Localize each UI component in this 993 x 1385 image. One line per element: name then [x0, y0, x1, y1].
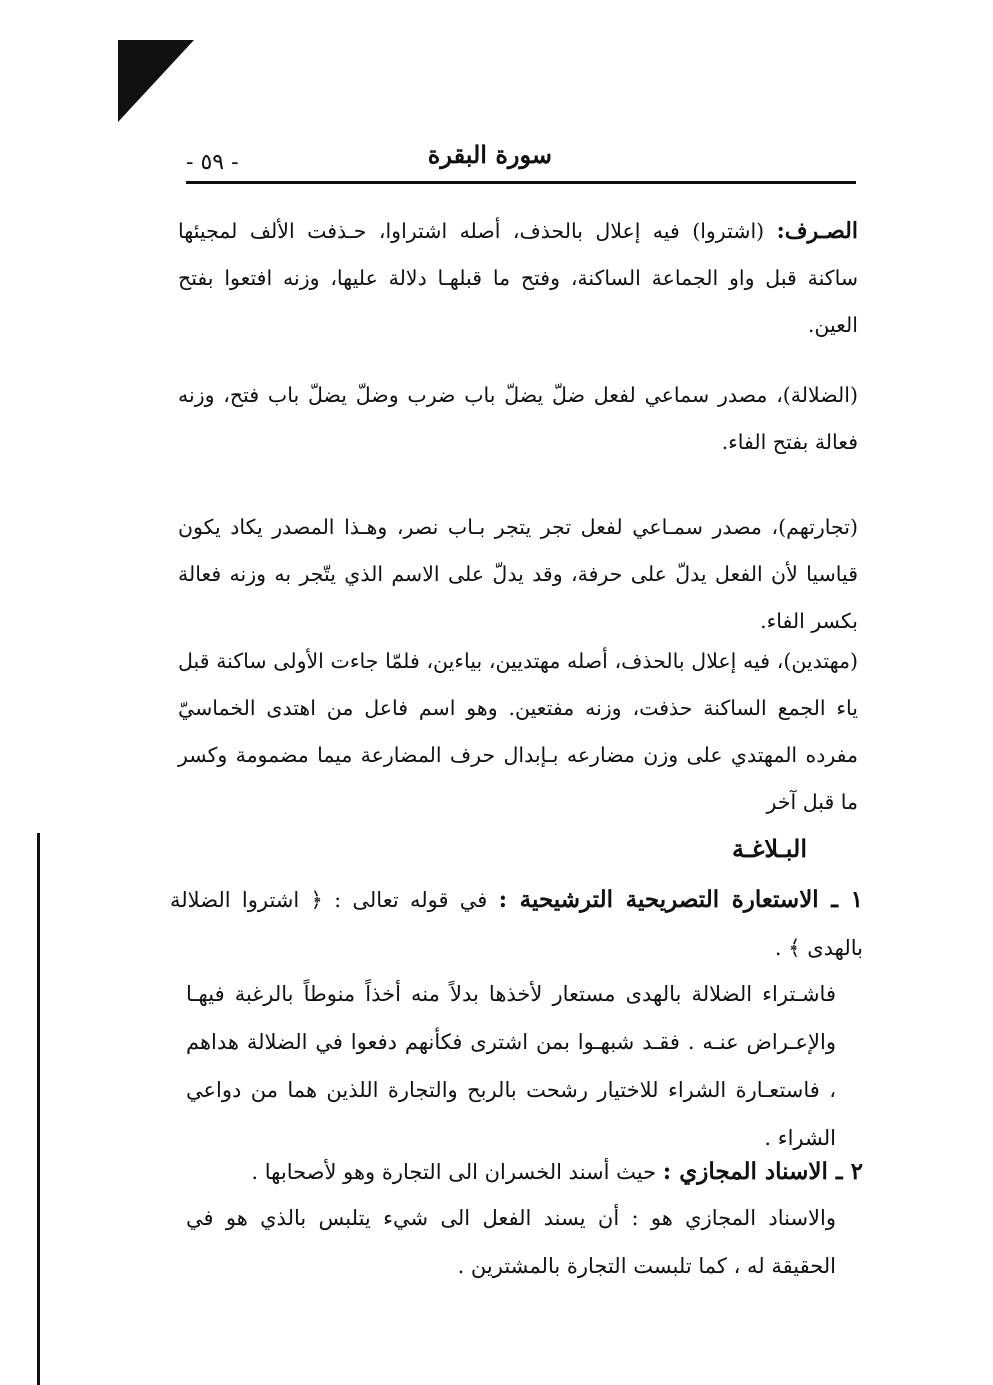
balagha-heading: البـلاغـة — [731, 834, 807, 863]
scan-margin-line — [37, 833, 40, 1385]
item-1-head: ١ ـ الاستعارة التصريحية الترشيحية : — [498, 886, 863, 913]
page-number: - ٥٩ - — [186, 150, 239, 175]
muhtadin-paragraph: (مهتدين)، فيه إعلال بالحذف، أصله مهتديين، بياءين، فلمّا جاءت الأولى ساكنة قبل ياء الجمع الساكنة حذفت، وزنه مفتعين. وهو اسم فاعل من اهتدى الخماسيّ مفرده المهتدي على وزن مضارعه بـإبدال حرف المضارعة ميما مضمومة وكسر ما قبل آخر — [178, 649, 858, 814]
sarf-paragraph — [178, 208, 858, 349]
page-header — [186, 140, 856, 182]
surah-title: سورة البقرة — [427, 140, 552, 169]
item-2-head: ٢ ـ الاسناد المجازي : — [662, 1158, 863, 1185]
item-1-text: في قوله تعالى : ﴿ اشتروا الضلالة بالهدى ﴾ . — [170, 888, 863, 960]
corner-triangle-mark — [118, 40, 198, 124]
tijara-paragraph: (تجارتهم)، مصدر سمـاعي لفعل تجر يتجر بـاب نصر، وهـذا المصدر يكاد يكون قياسيا لأن الفعل يدلّ على حرفة، وقد يدلّ على الاسم الذي يتّجر به وزنه فعالة بكسر الفاء. — [178, 515, 858, 633]
dalala-paragraph: (الضلالة)، مصدر سماعي لفعل ضلّ يضلّ باب ضرب وضلّ يضلّ باب فتح، وزنه فعالة بفتح الفاء. — [178, 383, 858, 454]
sarf-label: الصـرف: — [776, 218, 858, 244]
balagha-item-1 — [170, 876, 863, 972]
item-1-body: فاشـتراء الضلالة بالهدى مستعار لأخذها بدلاً منه أخذاً منوطاً بالرغبة فيهـا والإعـراض عنـه . فقـد شبهـوا بمن اشترى فكأنهم دفعوا في الضلالة هداهم ، فاستعـارة الشراء للاختيار رشحت بالربح والتجارة اللذين هما من دواعي الشراء . — [186, 982, 836, 1150]
header-rule — [186, 181, 856, 184]
item-2-body: والاسناد المجازي هو : أن يسند الفعل الى شيء يتلبس بالذي هو في الحقيقة له ، كما تلبست التجارة بالمشترين . — [186, 1206, 836, 1278]
balagha-item-2 — [170, 1148, 863, 1196]
sarf-text: (اشتروا) فيه إعلال بالحذف، أصله اشتراوا، حـذفت الألف لمجيئها ساكنة قبل واو الجماعة الساكنة، وفتح ما قبلهـا دلالة عليها، وزنه افتعوا بفتح العين. — [178, 219, 858, 337]
item-2-text: حيث أسند الخسران الى التجارة وهو لأصحابها . — [251, 1160, 663, 1184]
